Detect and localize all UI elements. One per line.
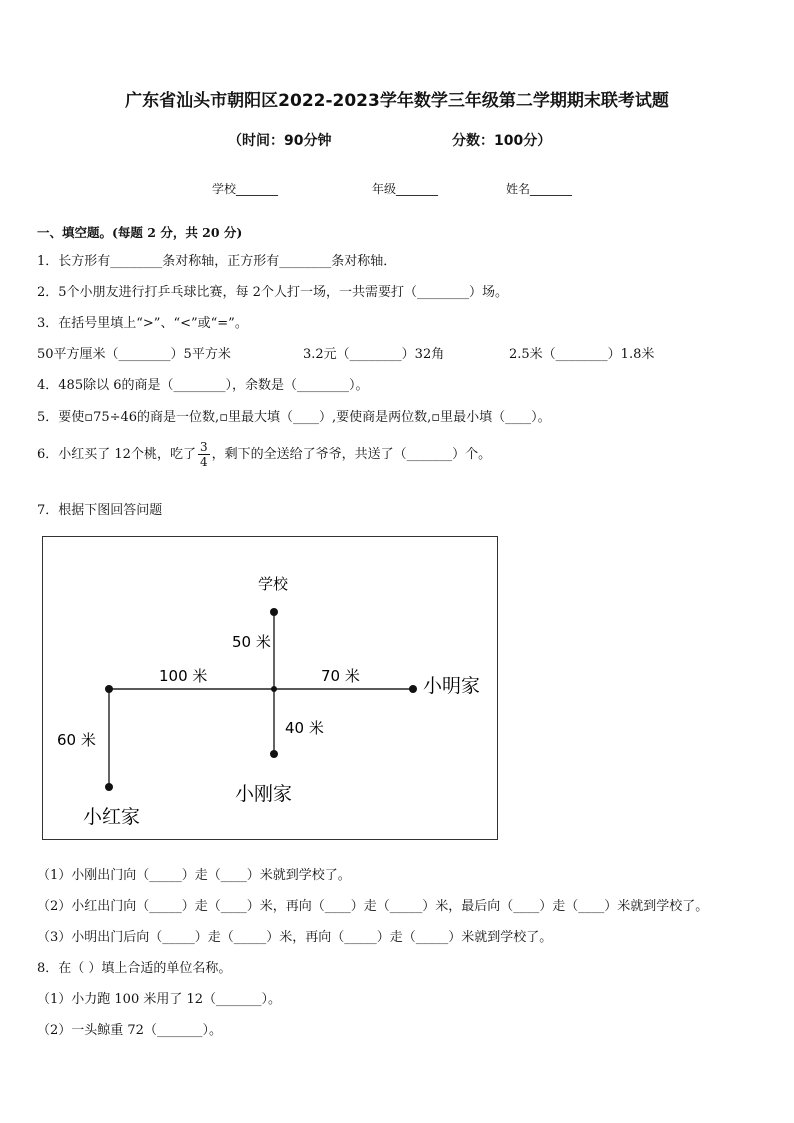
question-3b: 3.2元（________）32角: [303, 347, 445, 362]
question-5: 5．要使▫75÷46的商是一位数,▫里最大填（____）,要使商是两位数,▫里最小填（____）。: [37, 410, 551, 425]
map-figure: [42, 536, 498, 840]
center-point: [271, 686, 277, 692]
question-8: 8．在（ ）填上合适的单位名称。: [37, 961, 232, 976]
xiaohong-home-label: 小红家: [83, 806, 141, 828]
question-3: 3．在括号里填上“>”、“<”或“=”。: [37, 316, 248, 331]
distance-70-label: 70 米: [321, 667, 360, 685]
distance-100-label: 100 米: [159, 667, 208, 685]
distance-50-label: 50 米: [232, 633, 271, 651]
question-1: 1．长方形有________条对称轴，正方形有________条对称轴．: [37, 254, 397, 269]
question-7-3: （3）小明出门后向（_____）走（_____）米，再向（_____）走（_____）米就到学校了。: [37, 930, 553, 945]
question-3a: 50平方厘米（________）5平方米: [37, 347, 231, 362]
distance-60-label: 60 米: [57, 731, 96, 749]
fraction: [198, 440, 210, 469]
xiaogang-home-label: 小刚家: [235, 783, 293, 805]
name-field[interactable]: 姓名_______: [506, 182, 573, 196]
xiaoming-home-point: [409, 685, 417, 693]
question-2: 2．5个小朋友进行打乒乓球比赛，每 2个人打一场，一共需要打（________）场。: [37, 285, 508, 300]
xiaoming-home-label: 小明家: [423, 675, 481, 697]
page-title: 广东省汕头市朝阳区2022-2023学年数学三年级第二学期期末联考试题: [125, 91, 669, 111]
question-6-text-after: ，剩下的全送给了爷爷，共送了（_______）个。: [211, 447, 492, 462]
exam-time: （时间：90分钟: [228, 133, 332, 149]
school-label: 学校: [258, 575, 289, 593]
corner-point: [105, 685, 113, 693]
map-diagram: [43, 537, 499, 841]
question-7-1: （1）小刚出门向（_____）走（____）米就到学校了。: [37, 868, 351, 883]
xiaohong-home-point: [105, 783, 113, 791]
question-8-2: （2）一头鲸重 72（_______）。: [37, 1023, 222, 1038]
grade-field[interactable]: 年级_______: [372, 182, 439, 196]
question-7-2: （2）小红出门向（_____）走（____）米，再向（____）走（_____）米，最后向（____）走（____）米就到学校了。: [37, 899, 709, 914]
distance-40-label: 40 米: [285, 719, 324, 737]
fraction-numerator: 3: [199, 440, 208, 454]
exam-score: 分数：100分）: [452, 133, 552, 149]
question-3c: 2.5米（________）1.8米: [509, 347, 655, 362]
question-8-1: （1）小力跑 100 米用了 12（_______）。: [37, 992, 282, 1007]
section-heading: 一、填空题。(每题 2 分，共 20 分): [37, 225, 243, 240]
question-6: [37, 440, 491, 469]
school-field[interactable]: 学校_______: [212, 182, 279, 196]
question-4: 4．485除以 6的商是（________），余数是（________）。: [37, 378, 369, 393]
question-6-text-before: 6．小红买了 12个桃，吃了: [37, 447, 196, 462]
xiaogang-home-point: [270, 750, 278, 758]
question-7: 7．根据下图回答问题: [37, 503, 163, 518]
school-point: [270, 608, 278, 616]
fraction-denominator: 4: [199, 455, 208, 469]
